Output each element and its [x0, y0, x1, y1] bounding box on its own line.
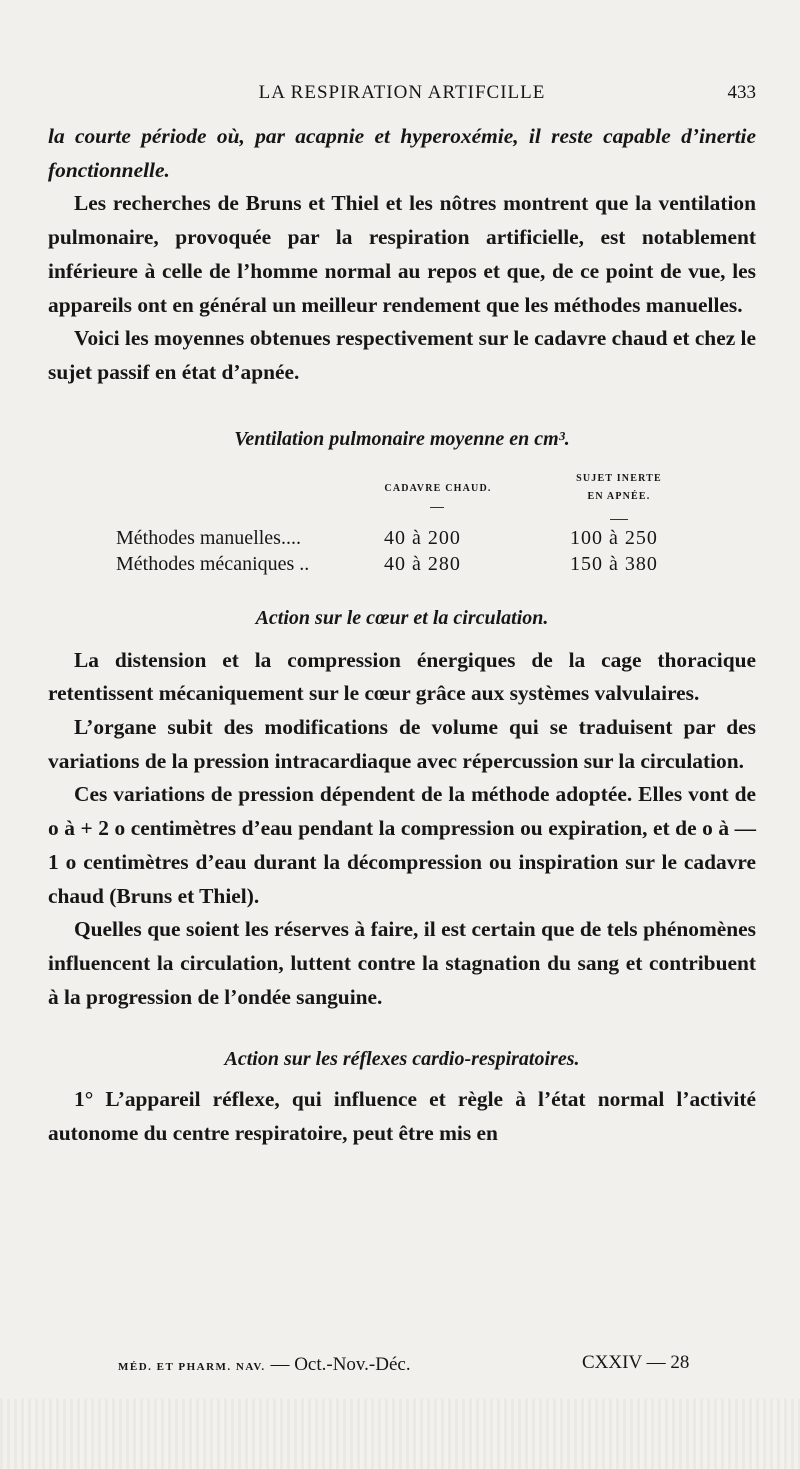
table-row-mecaniques-sujet: 150 à 380: [570, 552, 658, 575]
table-row-mecaniques-label: Méthodes mécaniques ..: [116, 552, 310, 575]
paragraph-moyennes: Voici les moyennes obtenues respectivement sur le cadavre chaud et chez le sujet passif en état d’apnée.: [48, 326, 756, 384]
table-dash-1: [430, 507, 444, 508]
footer-volume: CXXIV — 28: [582, 1352, 690, 1373]
paragraph-continuation: la courte période où, par acapnie et hyperoxémie, il reste capable d’inertie fonctionnelle.: [48, 124, 756, 182]
binding-edge: [0, 1399, 800, 1469]
table-row-manuelles-label: Méthodes manuelles....: [116, 526, 301, 549]
table-row-manuelles-cadavre: 40 à 200: [384, 526, 461, 549]
heading-reflexes: Action sur les réflexes cardio-respiratoires.: [224, 1048, 580, 1071]
table-col-sujet-line1: SUJET INERTE: [576, 472, 662, 484]
paragraph-bruns-thiel: Les recherches de Bruns et Thiel et les nôtres montrent que la ventilation pulmonaire, provoquée par la respiration artificielle, est notablement inférieure à celle de l’homme normal au repos et que, de ce point de vue, les appareils ont en général un meilleur rendement que les méthodes manuelles.: [48, 191, 756, 317]
paragraph-distension: La distension et la compression énergiques de la cage thoracique retentissent mécaniquement sur le cœur grâce aux systèmes valvulaires.: [48, 647, 756, 706]
running-title: LA RESPIRATION ARTIFCILLE: [258, 82, 546, 103]
table-row-manuelles-sujet: 100 à 250: [570, 526, 658, 549]
text-block: [48, 120, 756, 1151]
paragraph-variations: Ces variations de pression dépendent de la méthode adoptée. Elles vont de o à + 2 o centimètres d’eau pendant la compression ou expiration, et de o à — 1 o centimètres d’eau durant la décompression ou inspiration sur le cadavre chaud (Bruns et Thiel).: [48, 782, 756, 908]
footer-journal-title: MÉD. ET PHARM. NAV.: [118, 1361, 266, 1373]
heading-coeur-circulation: Action sur le cœur et la circulation.: [255, 606, 549, 629]
paragraph-reserves: Quelles que soient les réserves à faire, il est certain que de tels phénomènes influencent la circulation, luttent contre la stagnation du sang et contribuent à la progression de l’ondée sanguine.: [48, 917, 756, 1009]
table-row-mecaniques-cadavre: 40 à 280: [384, 552, 461, 575]
footer-journal: [118, 1354, 411, 1376]
paragraph-appareil-reflexe: 1° L’appareil réflexe, qui influence et règle à l’état normal l’activité autonome du centre respiratoire, peut être mis en: [48, 1087, 756, 1146]
ventilation-table: [48, 451, 756, 575]
table-col-cadavre: CADAVRE CHAUD.: [384, 482, 492, 494]
page-footer: [118, 1352, 718, 1382]
table-dash-2: [610, 519, 628, 520]
page-number: 433: [727, 82, 756, 103]
page-header: [48, 80, 756, 110]
table-col-sujet-line2: EN APNÉE.: [587, 490, 651, 502]
heading-ventilation: Ventilation pulmonaire moyenne en cm³.: [234, 427, 570, 450]
paragraph-organe: L’organe subit des modifications de volume qui se traduisent par des variations de la pression intracardiaque avec répercussion sur la circulation.: [48, 715, 756, 773]
footer-issue: — Oct.-Nov.-Déc.: [270, 1354, 411, 1375]
